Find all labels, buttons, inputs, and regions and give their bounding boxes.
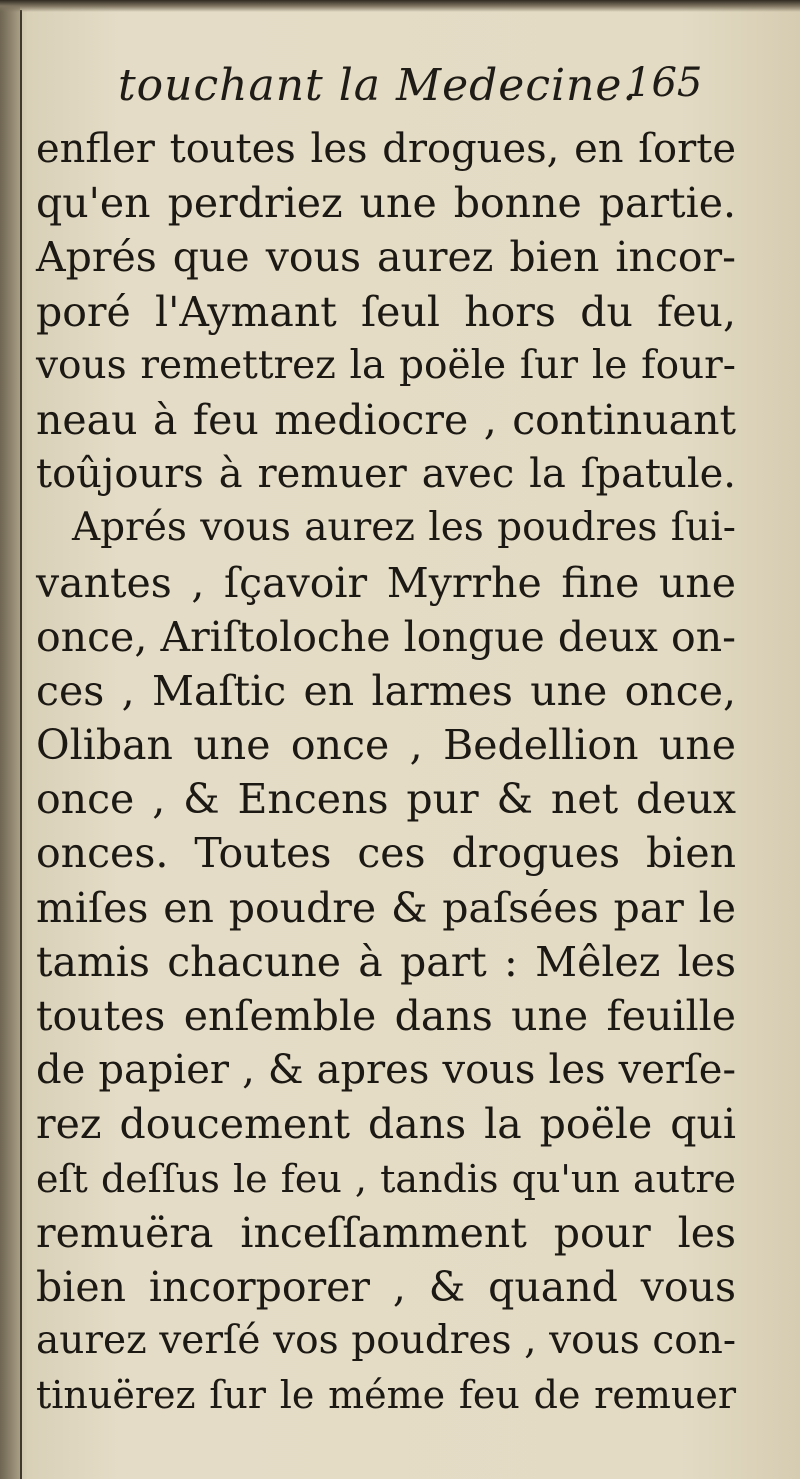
text-line: ces , Maſtic en larmes une once,	[36, 666, 736, 715]
page-number: 165	[626, 60, 703, 106]
running-head: touchant la Medecine.	[118, 60, 638, 111]
text-line: toûjours à remuer avec la ſpatule.	[36, 451, 736, 498]
text-line: once, Ariſtoloche longue deux on-	[36, 612, 736, 661]
page-header	[0, 60, 800, 120]
text-line: bien incorporer , & quand vous	[36, 1262, 736, 1311]
text-line: onces. Toutes ces drogues bien	[36, 829, 736, 878]
text-line: tinuërez ſur le méme feu de remuer	[36, 1373, 736, 1418]
text-line: remuëra inceſſamment pour les	[36, 1208, 736, 1257]
text-line: enfler toutes les drogues, en ſorte	[36, 126, 736, 172]
text-line: vous remettrez la poële ſur le four-	[36, 342, 736, 388]
text-line: toutes enſemble dans une feuille	[36, 992, 736, 1040]
text-line: qu'en perdriez une bonne partie.	[36, 179, 736, 228]
text-line: once , & Encens pur & net deux	[36, 775, 736, 824]
text-line: poré l'Aymant ſeul hors du feu,	[36, 287, 736, 336]
text-line: eſt deſſus le feu , tandis qu'un autre	[36, 1156, 736, 1201]
text-line: Oliban une once , Bedellion une	[36, 721, 736, 770]
top-edge-shadow	[0, 0, 800, 12]
text-line: Aprés vous aurez les poudres ſui-	[72, 505, 736, 551]
text-line: miſes en poudre & paſsées par le	[36, 883, 736, 932]
text-line: rez doucement dans la poële qui	[36, 1100, 736, 1149]
text-line: de papier , & apres vous les verſe-	[36, 1047, 736, 1094]
gutter-line	[20, 10, 22, 1479]
text-line: aurez verſé vos poudres , vous con-	[36, 1318, 736, 1364]
binding-edge	[0, 0, 20, 1479]
text-line: vantes , ſçavoir Myrrhe fine une	[36, 558, 736, 607]
text-line: tamis chacune à part : Mêlez les	[36, 937, 736, 986]
body-text	[36, 122, 736, 1423]
text-line: neau à feu mediocre , continuant	[36, 395, 736, 444]
text-line: Aprés que vous aurez bien incor-	[36, 233, 736, 282]
